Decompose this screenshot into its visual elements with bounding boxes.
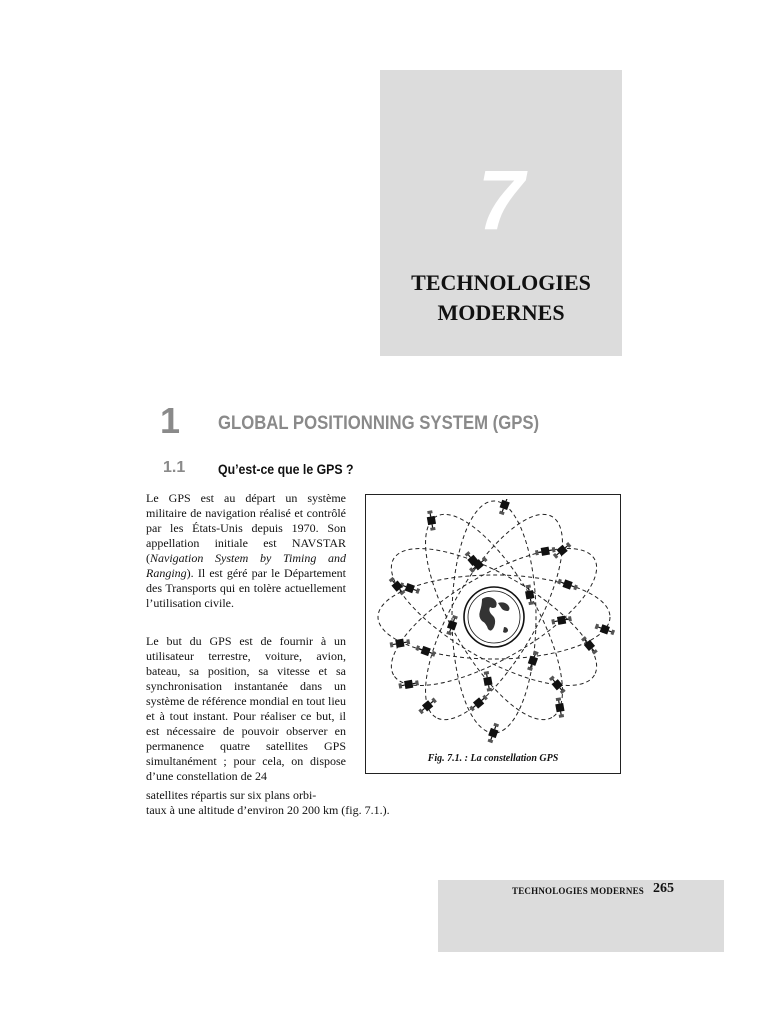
section-number: 1 (160, 400, 181, 441)
paragraph-1-text-b: ). Il est géré par le Département des Transports qui en tolère actuellement l’utilisation civile. (146, 566, 346, 610)
subsection-number: 1.1 (163, 459, 186, 476)
satellite-icon (554, 697, 565, 718)
subsection-title: Qu’est-ce que le GPS ? (218, 461, 354, 477)
paragraph-1-text-a: Le GPS est au départ un système militaire de navigation réalisé et contrôlé par les États-Unis depuis 1970. Son appellation initiale est NAVSTAR ( (146, 491, 346, 565)
paragraph-1-italic: Navigation System by Timing and Ranging (146, 551, 346, 580)
gps-constellation-illustration (370, 499, 618, 749)
satellite-icon (526, 650, 540, 672)
chapter-title-line-2: MODERNES (437, 300, 565, 325)
satellite-icon (557, 577, 579, 591)
satellite-icon (417, 696, 437, 715)
paragraph-2-tail (146, 788, 446, 818)
paragraph-2-line-b: taux à une altitude d’environ 20 200 km (fig. 7.1.). (146, 803, 390, 817)
earth-globe (464, 587, 524, 647)
paragraph-2-line-a: satellites répartis sur six plans orbi- (146, 788, 317, 802)
paragraph-1 (146, 491, 346, 611)
running-head: TECHNOLOGIES MODERNES (512, 886, 644, 896)
paragraph-2: Le but du GPS est de fournir à un utilisateur terrestre, voiture, avion, bateau, sa position, sa vitesse et sa synchronisation instantanée dans un système de référence mondial en tout lieu et à tout instant. Pour réaliser ce but, il est nécessaire de pouvoir observer en permanence quatre satellites GPS simultanément ; pour cela, on dispose d’une constellation de 24 (146, 634, 346, 783)
satellite-icon (482, 671, 493, 692)
satellite-icon (580, 635, 599, 655)
page-number: 265 (653, 881, 674, 896)
figure-caption: Fig. 7.1. : La constellation GPS (427, 753, 559, 764)
satellite-icon (548, 675, 567, 695)
chapter-header (380, 70, 622, 356)
gps-constellation-figure (365, 494, 621, 774)
satellite-icon (535, 546, 556, 557)
satellite-icon (594, 622, 616, 636)
section-title: GLOBAL POSITIONNING SYSTEM (GPS) (218, 413, 540, 434)
chapter-title-line-1: TECHNOLOGIES (411, 270, 591, 295)
satellite-icon (551, 615, 572, 626)
satellite-icon (468, 694, 488, 713)
satellite-icon (486, 722, 500, 744)
chapter-title (380, 268, 622, 328)
chapter-number: 7 (477, 153, 525, 247)
page-footer (438, 880, 724, 952)
satellite-icon (498, 499, 512, 516)
satellite-icon (398, 679, 419, 690)
satellite-icon (389, 638, 410, 649)
